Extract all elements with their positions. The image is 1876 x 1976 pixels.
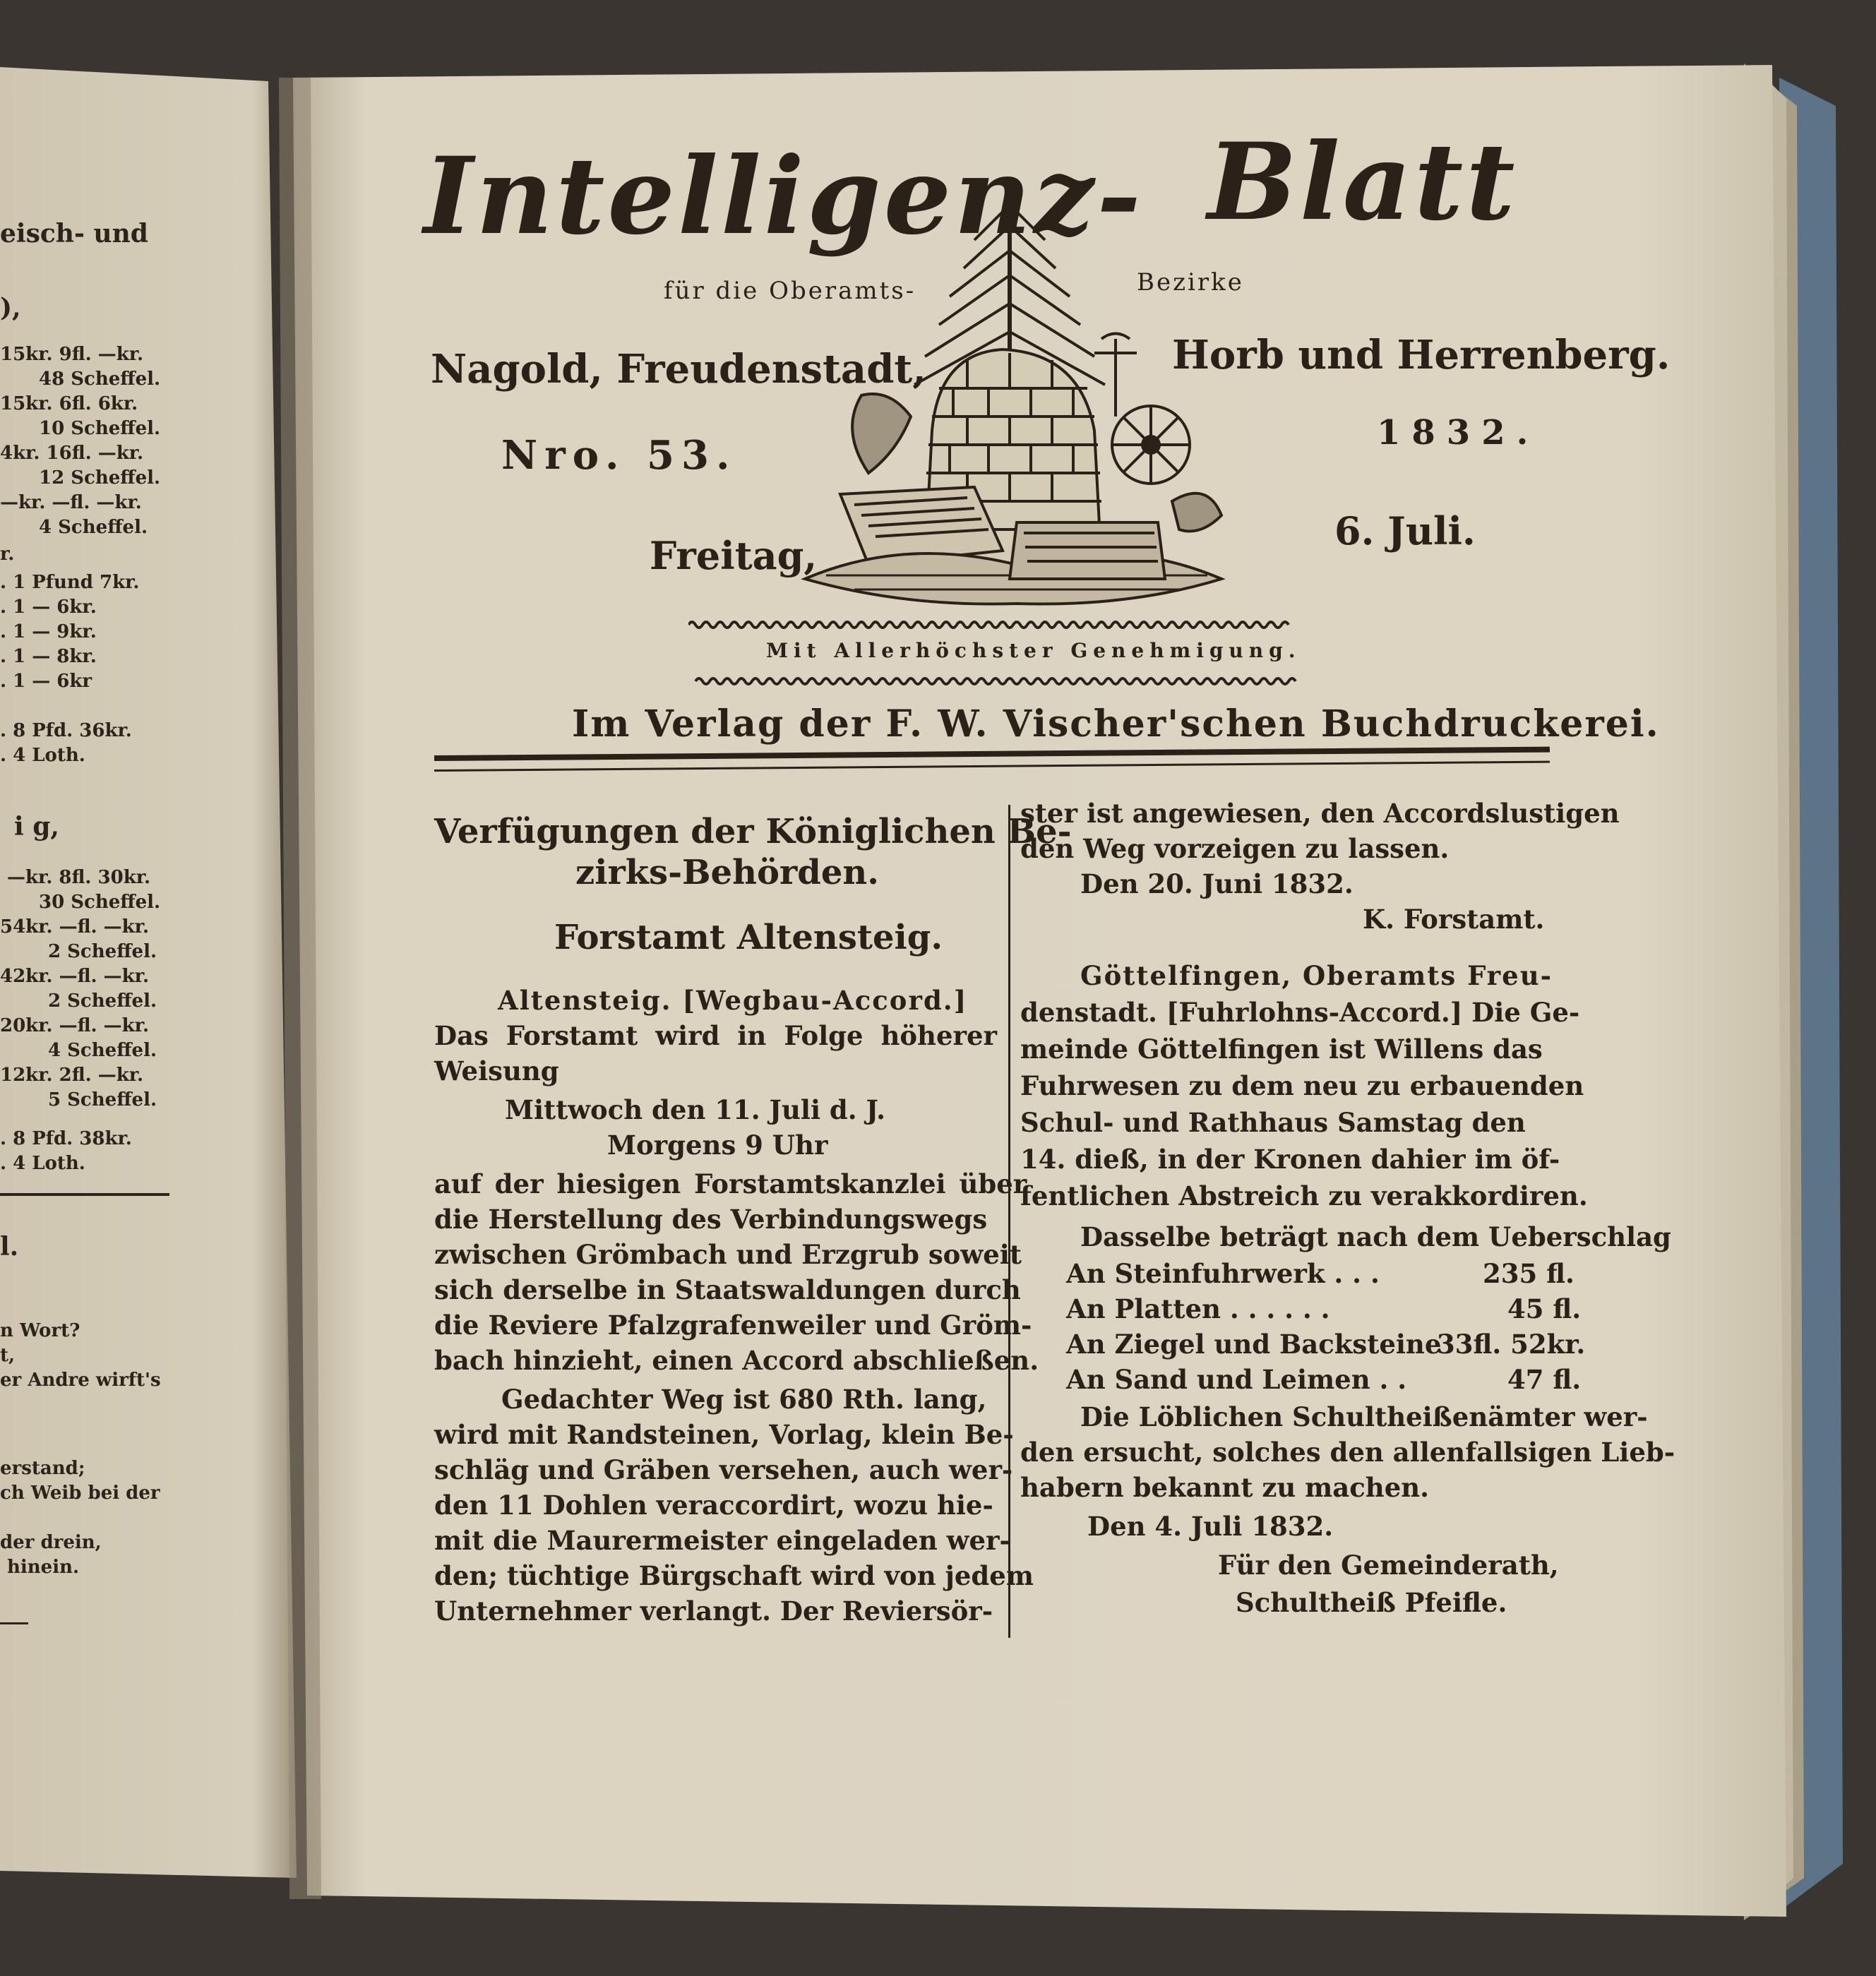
left-poem-line: t, <box>0 1345 16 1366</box>
left-row: . 1 Pfund 7kr. <box>0 572 140 593</box>
masthead-towns-right: Horb und Herrenberg. <box>1172 332 1671 378</box>
notice-line: denstadt. [Fuhrlohns-Accord.] Die Ge- <box>1020 997 1580 1028</box>
notice-line: Den 4. Juli 1832. <box>1087 1511 1334 1542</box>
notice-line: die Herstellung des Verbindungswegs <box>434 1204 988 1235</box>
column-divider <box>1008 805 1010 1638</box>
left-row: 54kr. —fl. —kr. <box>0 916 149 938</box>
notice-line: Gedachter Weg ist 680 Rth. lang, <box>501 1384 987 1415</box>
notice-line: mit die Maurermeister eingeladen wer- <box>434 1525 1010 1556</box>
left-row: 5 Scheffel. <box>48 1089 157 1110</box>
notice-line: 14. dieß, in der Kronen dahier im öf- <box>1020 1144 1560 1175</box>
left-row: r. <box>0 544 15 565</box>
notice-line: Die Löblichen Schultheißenämter wer- <box>1080 1401 1648 1432</box>
left-row: —kr. 8fl. 30kr. <box>7 867 151 888</box>
section-heading: Verfügungen der Königlichen Be- <box>434 812 1072 851</box>
left-row: . 4 Loth. <box>0 1153 85 1174</box>
cost-label: An Platten . . . . . . <box>1066 1293 1330 1324</box>
notice-line: Göttelfingen, Oberamts Freu- <box>1080 960 1553 991</box>
left-heading: i g, <box>14 812 59 842</box>
notice-line: den; tüchtige Bürgschaft wird von jedem <box>434 1560 1034 1591</box>
left-row: . 1 — 9kr. <box>0 621 97 642</box>
notice-line: den 11 Dohlen veraccordirt, wozu hie- <box>434 1490 993 1521</box>
left-fragment: l. <box>0 1232 19 1262</box>
left-row: . 1 — 6kr. <box>0 597 97 618</box>
notice-line: Mittwoch den 11. Juli d. J. <box>505 1094 886 1125</box>
left-poem-line: n Wort? <box>0 1320 80 1341</box>
left-poem-line: der drein, <box>0 1532 102 1553</box>
notice-line: Dasselbe beträgt nach dem Ueberschlag <box>1080 1221 1671 1252</box>
notice-line: schläg und Gräben versehen, auch wer- <box>434 1454 1013 1485</box>
notice-signature: Schultheiß Pfeifle. <box>1236 1587 1507 1618</box>
notice-line: Das Forstamt wird in Folge höherer <box>434 1020 998 1051</box>
publisher-line: Im Verlag der F. W. Vischer'schen Buchdruckerei. <box>572 702 1660 746</box>
cost-value: 45 fl. <box>1507 1293 1582 1324</box>
left-row: 42kr. —fl. —kr. <box>0 966 149 987</box>
left-row: 4 Scheffel. <box>48 1040 157 1061</box>
masthead-title-left: Intelligenz- <box>424 134 1144 258</box>
left-poem-line: hinein. <box>7 1557 80 1578</box>
notice-line: Weisung <box>434 1055 559 1086</box>
notice-line: habern bekannt zu machen. <box>1020 1472 1430 1503</box>
masthead-subtitle-right: Bezirke <box>1137 268 1244 297</box>
notice-line: sich derselbe in Staatswaldungen durch <box>434 1274 1021 1305</box>
left-row: 4 Scheffel. <box>39 517 148 538</box>
left-poem-line: ch Weib bei der <box>0 1483 160 1504</box>
column-right <box>1020 798 1675 1645</box>
woodcut-vignette-image <box>798 184 1236 607</box>
notice-line: bach hinzieht, einen Accord abschließen. <box>434 1345 1039 1376</box>
notice-line: Unternehmer verlangt. Der Reviersör- <box>434 1595 993 1627</box>
left-row: . 8 Pfd. 36kr. <box>0 720 132 741</box>
section-heading: zirks-Behörden. <box>575 853 880 892</box>
left-row: 15kr. 9fl. —kr. <box>0 344 144 365</box>
left-row: 12 Scheffel. <box>39 467 161 489</box>
notice-line: Den 20. Juni 1832. <box>1080 868 1354 899</box>
left-row: . 1 — 8kr. <box>0 646 97 667</box>
masthead-title-right: Blatt <box>1207 120 1518 244</box>
notice-line: den ersucht, solches den allenfallsigen Lieb- <box>1020 1437 1675 1468</box>
notice-line: Schul- und Rathhaus Samstag den <box>1020 1107 1526 1138</box>
notice-signature: Für den Gemeinderath, <box>1218 1550 1559 1581</box>
notice-line: fentlichen Abstreich zu verakkordiren. <box>1020 1180 1588 1211</box>
left-rule <box>0 1622 28 1624</box>
notice-line: die Reviere Pfalzgrafenweiler und Gröm- <box>434 1310 1032 1341</box>
left-poem-line: er Andre wirft's <box>0 1370 161 1391</box>
left-poem-line: erstand; <box>0 1458 85 1479</box>
left-fragment-top: eisch- und <box>0 219 148 249</box>
issue-year: 1832. <box>1377 413 1540 453</box>
issue-number: Nro. 53. <box>501 432 737 479</box>
notice-line: zwischen Grömbach und Erzgrub soweit <box>434 1239 1022 1270</box>
issue-weekday: Freitag, <box>650 533 818 578</box>
masthead-towns-left: Nagold, Freudenstadt, <box>431 346 926 393</box>
left-row: 2 Scheffel. <box>48 990 157 1012</box>
office-heading: Forstamt Altensteig. <box>554 918 943 957</box>
privilege-line: Mit Allerhöchster Genehmigung. <box>766 639 1301 662</box>
left-row: 4kr. 16fl. —kr. <box>0 443 144 464</box>
left-fragment-comma: ), <box>0 293 21 323</box>
masthead-subtitle-left: für die Oberamts- <box>664 277 916 305</box>
cost-label: An Ziegel und Backsteine <box>1066 1329 1442 1360</box>
left-row: . 8 Pfd. 38kr. <box>0 1128 132 1149</box>
cost-value: 33fl. 52kr. <box>1437 1329 1586 1360</box>
issue-date: 6. Juli. <box>1334 508 1476 553</box>
notice-line: wird mit Randsteinen, Vorlag, klein Be- <box>434 1419 1014 1450</box>
notice-line: ster ist angewiesen, den Accordslustigen <box>1020 798 1620 829</box>
notice-signature: K. Forstamt. <box>1363 904 1545 935</box>
left-row: 20kr. —fl. —kr. <box>0 1015 149 1036</box>
left-row: . 4 Loth. <box>0 745 85 766</box>
left-row: 10 Scheffel. <box>39 418 161 439</box>
left-row: 30 Scheffel. <box>39 892 161 913</box>
left-row: . 1 — 6kr <box>0 671 92 692</box>
left-divider <box>0 1193 169 1196</box>
left-row: 15kr. 6fl. 6kr. <box>0 393 138 414</box>
notice-line: auf der hiesigen Forstamtskanzlei über <box>434 1168 1027 1199</box>
cost-value: 235 fl. <box>1483 1258 1575 1289</box>
notice-line: Fuhrwesen zu dem neu zu erbauenden <box>1020 1070 1584 1101</box>
cost-value: 47 fl. <box>1507 1364 1582 1395</box>
notice-line: meinde Göttelfingen ist Willens das <box>1020 1034 1543 1065</box>
notice-line: den Weg vorzeigen zu lassen. <box>1020 833 1450 864</box>
notice-line: Morgens 9 Uhr <box>607 1130 828 1161</box>
left-row: 12kr. 2fl. —kr. <box>0 1065 144 1086</box>
cost-label: An Sand und Leimen . . <box>1066 1364 1407 1395</box>
left-row: 2 Scheffel. <box>48 941 157 962</box>
left-row: 48 Scheffel. <box>39 369 161 390</box>
notice-line: Altensteig. [Wegbau-Accord.] <box>498 985 968 1016</box>
cost-label: An Steinfuhrwerk . . . <box>1066 1258 1380 1289</box>
column-left <box>434 812 1072 1659</box>
left-row: —kr. —fl. —kr. <box>0 492 142 513</box>
